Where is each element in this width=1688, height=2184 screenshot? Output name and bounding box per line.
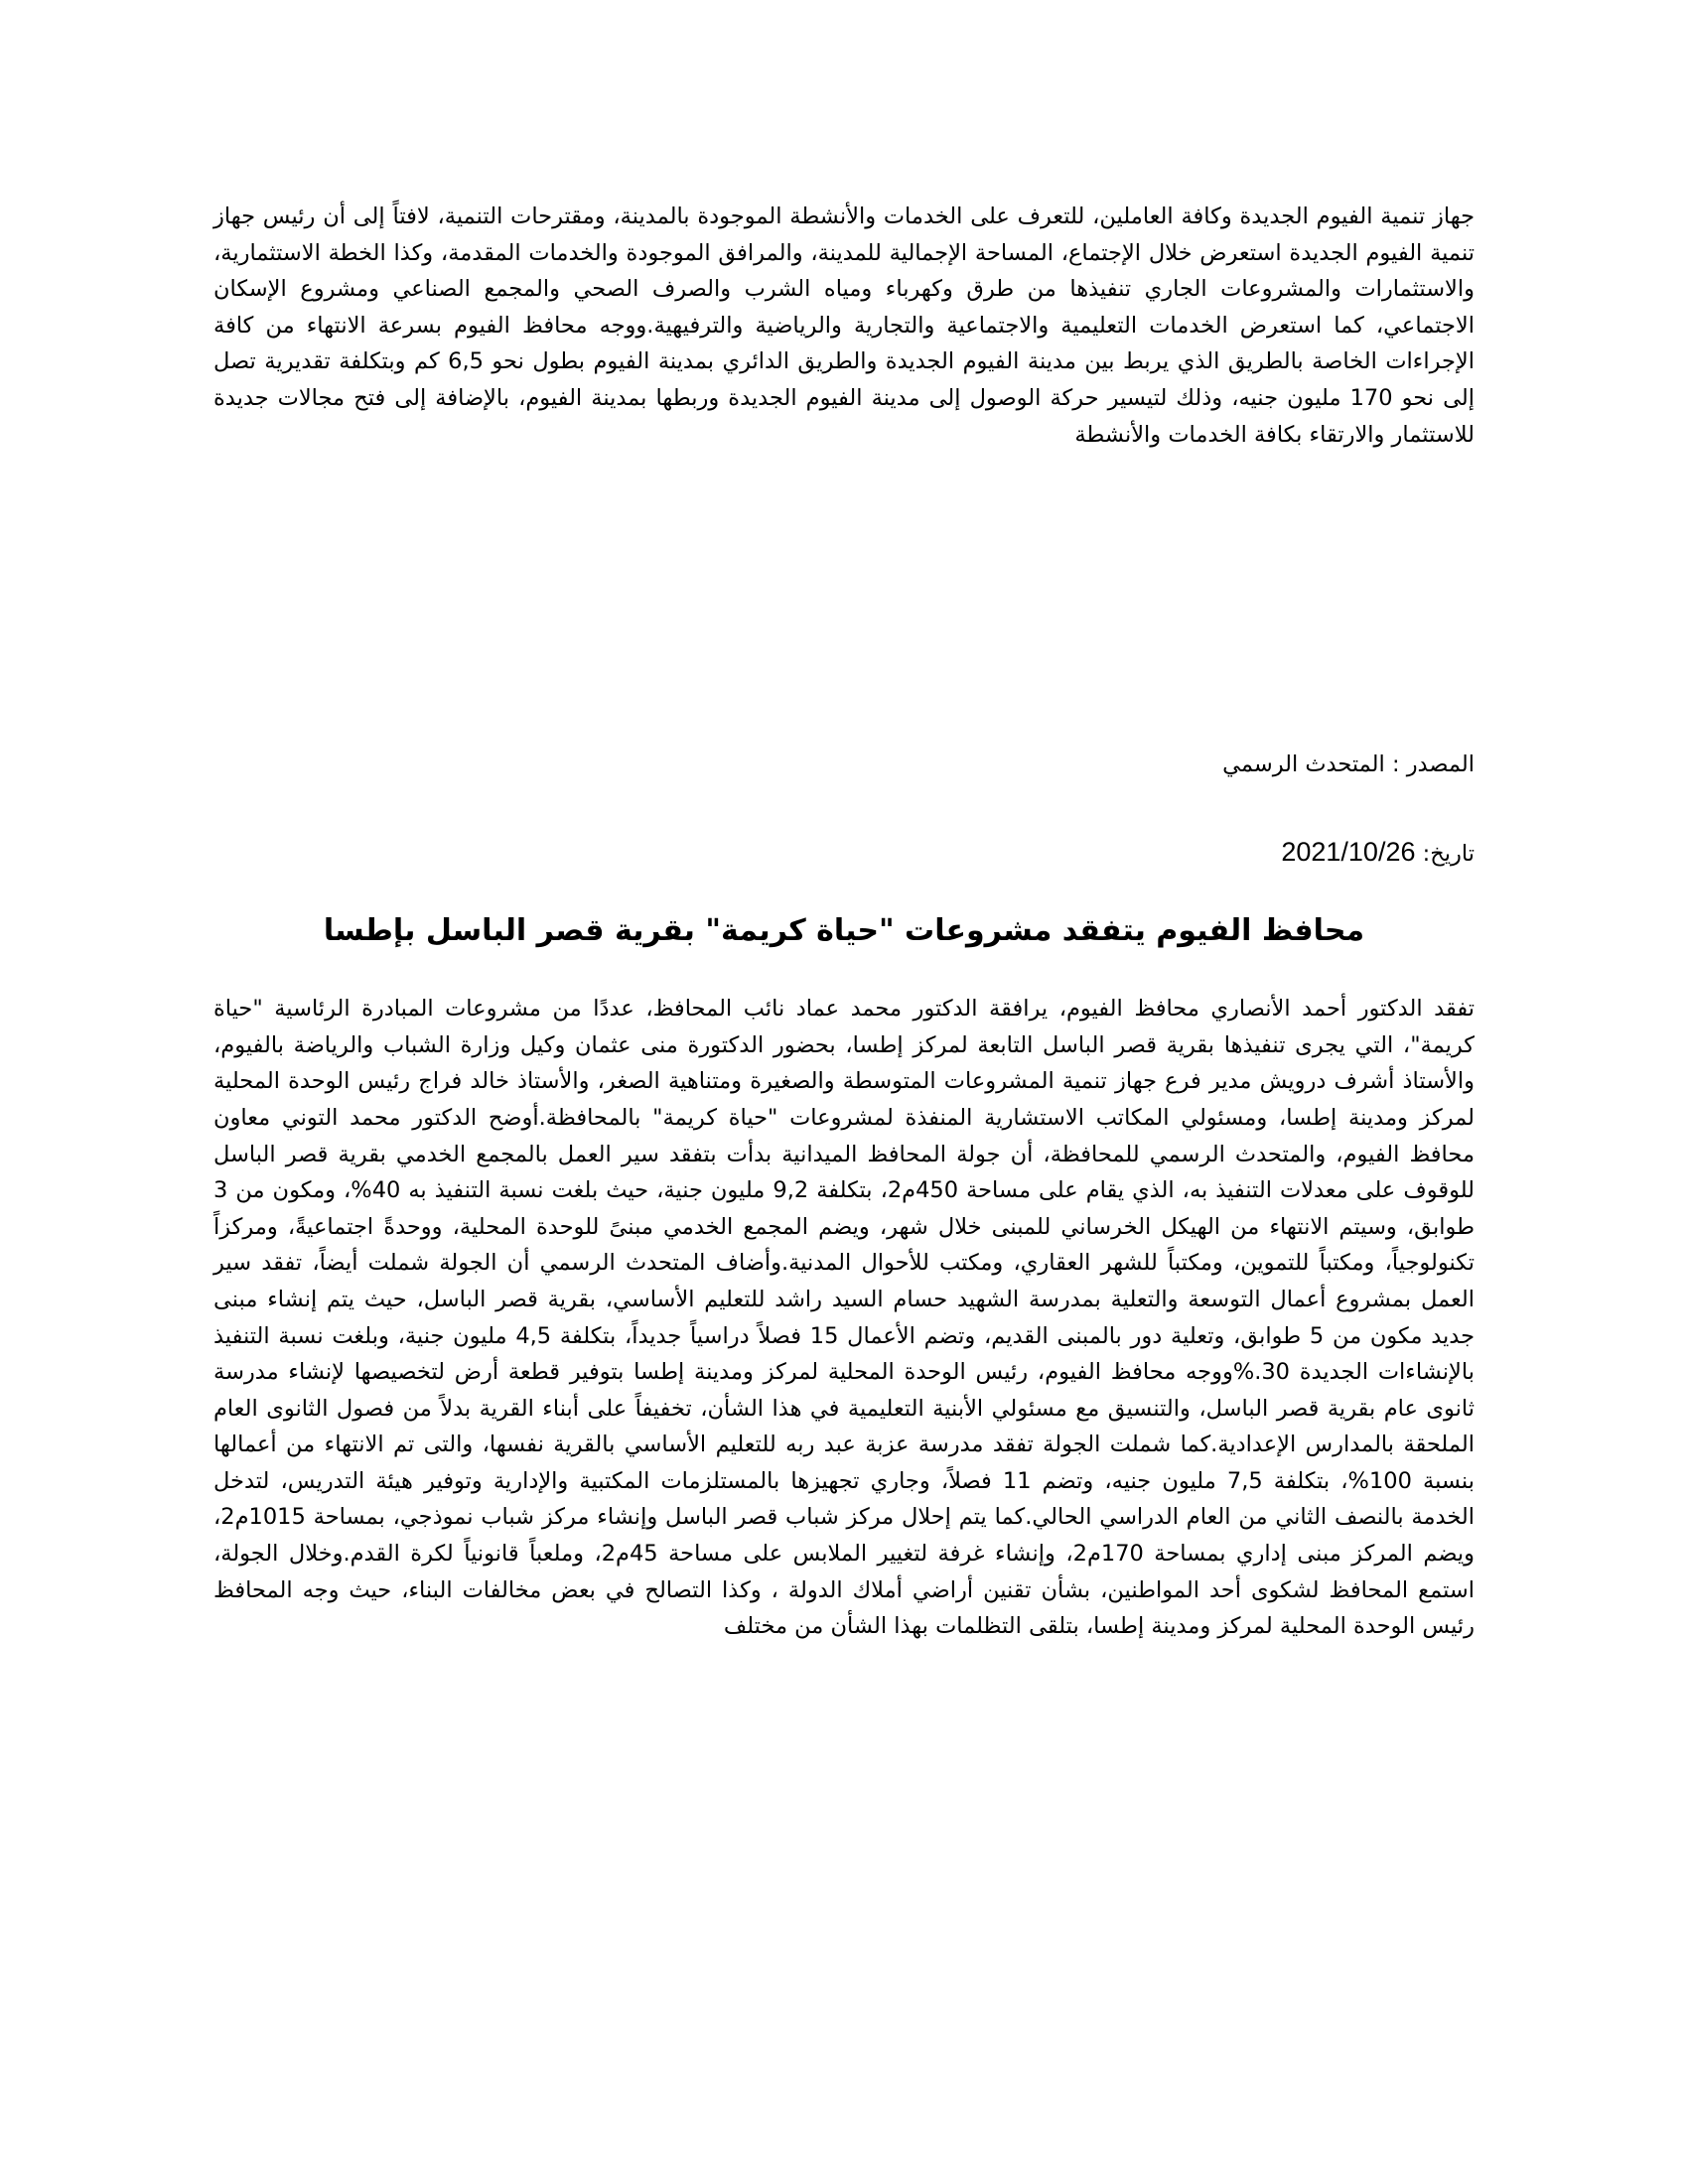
date-line xyxy=(213,834,1475,872)
source-value: المتحدث الرسمي xyxy=(1222,751,1385,778)
source-label: المصدر xyxy=(1406,751,1475,778)
date-label: تاريخ: xyxy=(1422,841,1475,868)
source-line: المصدر : المتحدث الرسمي xyxy=(1222,751,1475,778)
article-headline: محافظ الفيوم يتفقد مشروعات "حياة كريمة" بقرية قصر الباسل بإطسا xyxy=(323,913,1365,949)
article-body-paragraph: تفقد الدكتور أحمد الأنصاري محافظ الفيوم، يرافقة الدكتور محمد عماد نائب المحافظ، عددًا من مشروعات المبادرة الرئاسية "حياة كريمة"، التي يجرى تنفيذها بقرية قصر الباسل التابعة لمركز إطسا، بحضور الدكتورة منى عثمان وكيل وزارة الشباب والرياضة بالفيوم، والأستاذ أشرف درويش مدير فرع جهاز تنمية المشروعات المتوسطة والصغيرة ومتناهية الصغر، والأستاذ خالد فراج رئيس الوحدة المحلية لمركز ومدينة إطسا، ومسئولي المكاتب الاستشارية المنفذة لمشروعات "حياة كريمة" بالمحافظة.أوضح الدكتور محمد التوني معاون محافظ الفيوم، والمتحدث الرسمي للمحافظة، أن جولة المحافظ الميدانية بدأت بتفقد سير العمل بالمجمع الخدمي بقرية قصر الباسل للوقوف على معدلات التنفيذ به، الذي يقام على مساحة 450م2، بتكلفة 9,2 مليون جنية، حيث بلغت نسبة التنفيذ به 40%، ومكون من 3 طوابق، وسيتم الانتهاء من الهيكل الخرساني للمبنى خلال شهر، ويضم المجمع الخدمي مبنىً للوحدة المحلية، ووحدةً اجتماعيةً، ومركزاً تكنولوجياً، ومكتباً للتموين، ومكتباً للشهر العقاري، ومكتب للأحوال المدنية.وأضاف المتحدث الرسمي أن الجولة شملت أيضاً، تفقد سير العمل بمشروع أعمال التوسعة والتعلية بمدرسة الشهيد حسام السيد راشد للتعليم الأساسي، بقرية قصر الباسل، حيث يتم إنشاء مبنى جديد مكون من 5 طوابق، وتعلية دور بالمبنى القديم، وتضم الأعمال 15 فصلاً دراسياً جديداً، بتكلفة 4,5 مليون جنية، وبلغت نسبة التنفيذ بالإنشاءات الجديدة 30.%ووجه محافظ الفيوم، رئيس الوحدة المحلية لمركز ومدينة إطسا بتوفير قطعة أرض لتخصيصها لإنشاء مدرسة ثانوى عام بقرية قصر الباسل، والتنسيق مع مسئولي الأبنية التعليمية في هذا الشأن، تخفيفاً على أبناء القرية بدلاً من فصول الثانوى العام الملحقة بالمدارس الإعدادية.كما شملت الجولة تفقد مدرسة عزبة عبد ربه للتعليم الأساسي بالقرية نفسها، والتى تم الانتهاء من أعمالها بنسبة 100%، بتكلفة 7,5 مليون جنيه، وتضم 11 فصلاً، وجاري تجهيزها بالمستلزمات المكتبية والإدارية وتوفير هيئة التدريس، لتدخل الخدمة بالنصف الثاني من العام الدراسي الحالي.كما يتم إحلال مركز شباب قصر الباسل وإنشاء مركز شباب نموذجي، بمساحة 1015م2، ويضم المركز مبنى إداري بمساحة 170م2، وإنشاء غرفة لتغيير الملابس على مساحة 45م2، وملعباً قانونياً لكرة القدم.وخلال الجولة، استمع المحافظ لشكوى أحد المواطنين، بشأن تقنين أراضي أملاك الدولة ، وكذا التصالح في بعض مخالفات البناء، حيث وجه المحافظ رئيس الوحدة المحلية لمركز ومدينة إطسا، بتلقى التظلمات بهذا الشأن من مختلف xyxy=(213,996,1476,1640)
document-page xyxy=(213,199,1475,1645)
article-continuation-paragraph: جهاز تنمية الفيوم الجديدة وكافة العاملين، للتعرف على الخدمات والأنشطة الموجودة بالمدينة، ومقترحات التنمية، لافتاً إلى أن رئيس جهاز تنمية الفيوم الجديدة استعرض خلال الإجتماع، المساحة الإجمالية للمدينة، والمرافق الموجودة والخدمات المقدمة، وكذا الخطة الاستثمارية، والاستثمارات والمشروعات الجاري تنفيذها من طرق وكهرباء ومياه الشرب والصرف الصحي والمجمع الصناعي ومشروع الإسكان الاجتماعي، كما استعرض الخدمات التعليمية والاجتماعية والتجارية والرياضية والترفيهية.ووجه محافظ الفيوم بسرعة الانتهاء من كافة الإجراءات الخاصة بالطريق الذي يربط بين مدينة الفيوم الجديدة والطريق الدائري بمدينة الفيوم بطول نحو 6,5 كم وبتكلفة تقديرية تصل إلى نحو 170 مليون جنيه، وذلك لتيسير حركة الوصول إلى مدينة الفيوم الجديدة وربطها بمدينة الفيوم، بالإضافة إلى فتح مجالات جديدة للاستثمار والارتقاء بكافة الخدمات والأنشطة xyxy=(213,204,1475,448)
date-value: 2021/10/26 xyxy=(1281,837,1416,868)
